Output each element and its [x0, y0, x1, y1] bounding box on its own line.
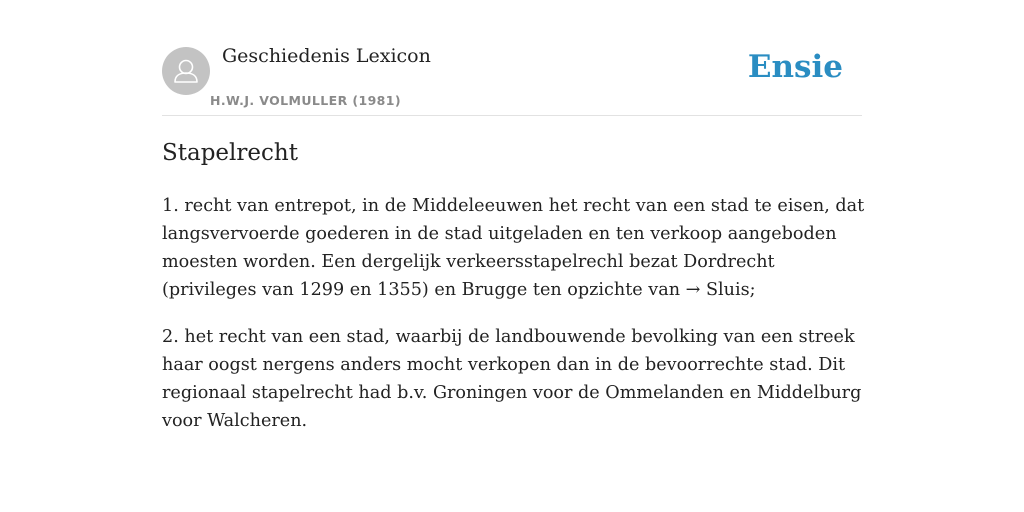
- author-credit: H.W.J. VOLMULLER (1981): [210, 93, 401, 108]
- source-title[interactable]: Geschiedenis Lexicon: [222, 45, 431, 67]
- user-silhouette-icon[interactable]: [162, 47, 210, 95]
- entry-body: [162, 192, 872, 454]
- definition-punctuation: ;: [749, 280, 756, 300]
- arrow-right-icon: →: [685, 280, 701, 300]
- definition-text: 1. recht van entrepot, in de Middeleeuwen het recht van een stad te eisen, dat langsvervoerde goederen in de stad uitgeladen en ten verkoop aangeboden moesten worden. Een dergelijk verkeersstapelrechl bezat Dordrecht (privileges van 1299 en 1355) en Brugge ten opzichte van: [162, 196, 865, 300]
- page: [162, 0, 865, 431]
- brand-logo[interactable]: Ensie: [747, 49, 843, 85]
- definition-paragraph-1: [162, 192, 872, 304]
- source-header: [162, 0, 862, 116]
- cross-reference-label: Sluis: [706, 280, 750, 300]
- cross-reference-link[interactable]: [686, 280, 750, 300]
- entry-title: Stapelrecht: [162, 140, 298, 166]
- definition-paragraph-2: 2. het recht van een stad, waarbij de landbouwende bevolking van een streek haar oogst nergens anders mocht verkopen dan in de bevoorrechte stad. Dit regionaal stapelrecht had b.v. Groningen voor de Ommelanden en Middelburg voor Walcheren.: [162, 327, 862, 431]
